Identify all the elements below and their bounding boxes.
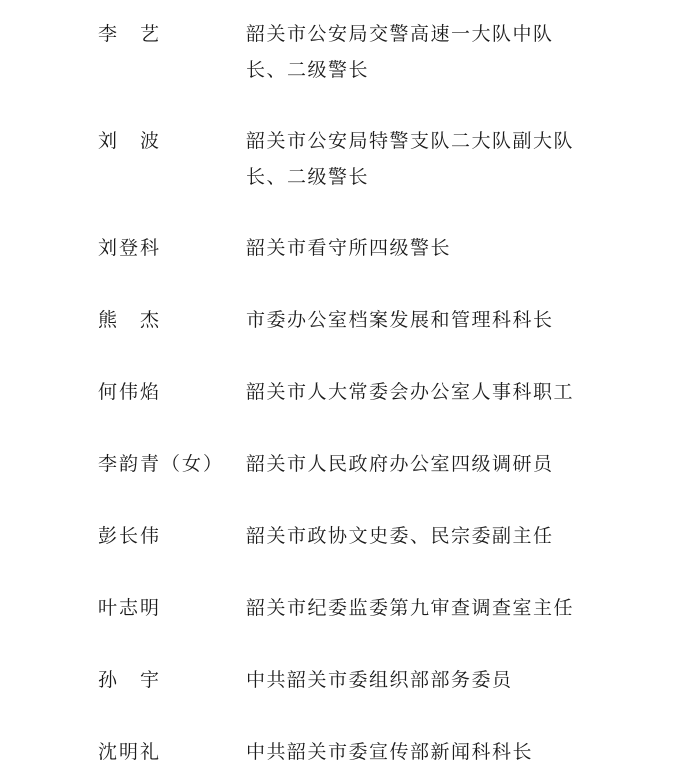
person-title: 韶关市政协文史委、民宗委副主任	[246, 525, 554, 547]
person-name: 孙 宇	[98, 669, 162, 691]
person-name: 熊 杰	[98, 309, 162, 331]
person-title: 韶关市人民政府办公室四级调研员	[246, 453, 554, 475]
person-title: 韶关市人大常委会办公室人事科职工	[246, 381, 575, 403]
person-name: 彭长伟	[98, 525, 162, 547]
person-name: 叶志明	[98, 597, 162, 619]
person-name: 刘 波	[98, 130, 162, 152]
person-title: 韶关市纪委监委第九审查调查室主任	[246, 597, 575, 619]
person-title: 韶关市看守所四级警长	[246, 237, 452, 259]
person-name: 李韵青（女）	[98, 453, 225, 475]
person-title: 中共韶关市委宣传部新闻科科长	[246, 741, 534, 763]
person-title: 韶关市公安局交警高速一大队中队长、二级警长	[246, 23, 554, 81]
person-title: 市委办公室档案发展和管理科科长	[246, 309, 554, 331]
person-name: 李 艺	[98, 23, 162, 45]
person-name: 何伟焰	[98, 381, 162, 403]
person-name: 刘登科	[98, 237, 162, 259]
person-name: 沈明礼	[98, 741, 162, 763]
person-title: 中共韶关市委组织部部务委员	[246, 669, 513, 691]
person-title: 韶关市公安局特警支队二大队副大队长、二级警长	[246, 130, 575, 188]
